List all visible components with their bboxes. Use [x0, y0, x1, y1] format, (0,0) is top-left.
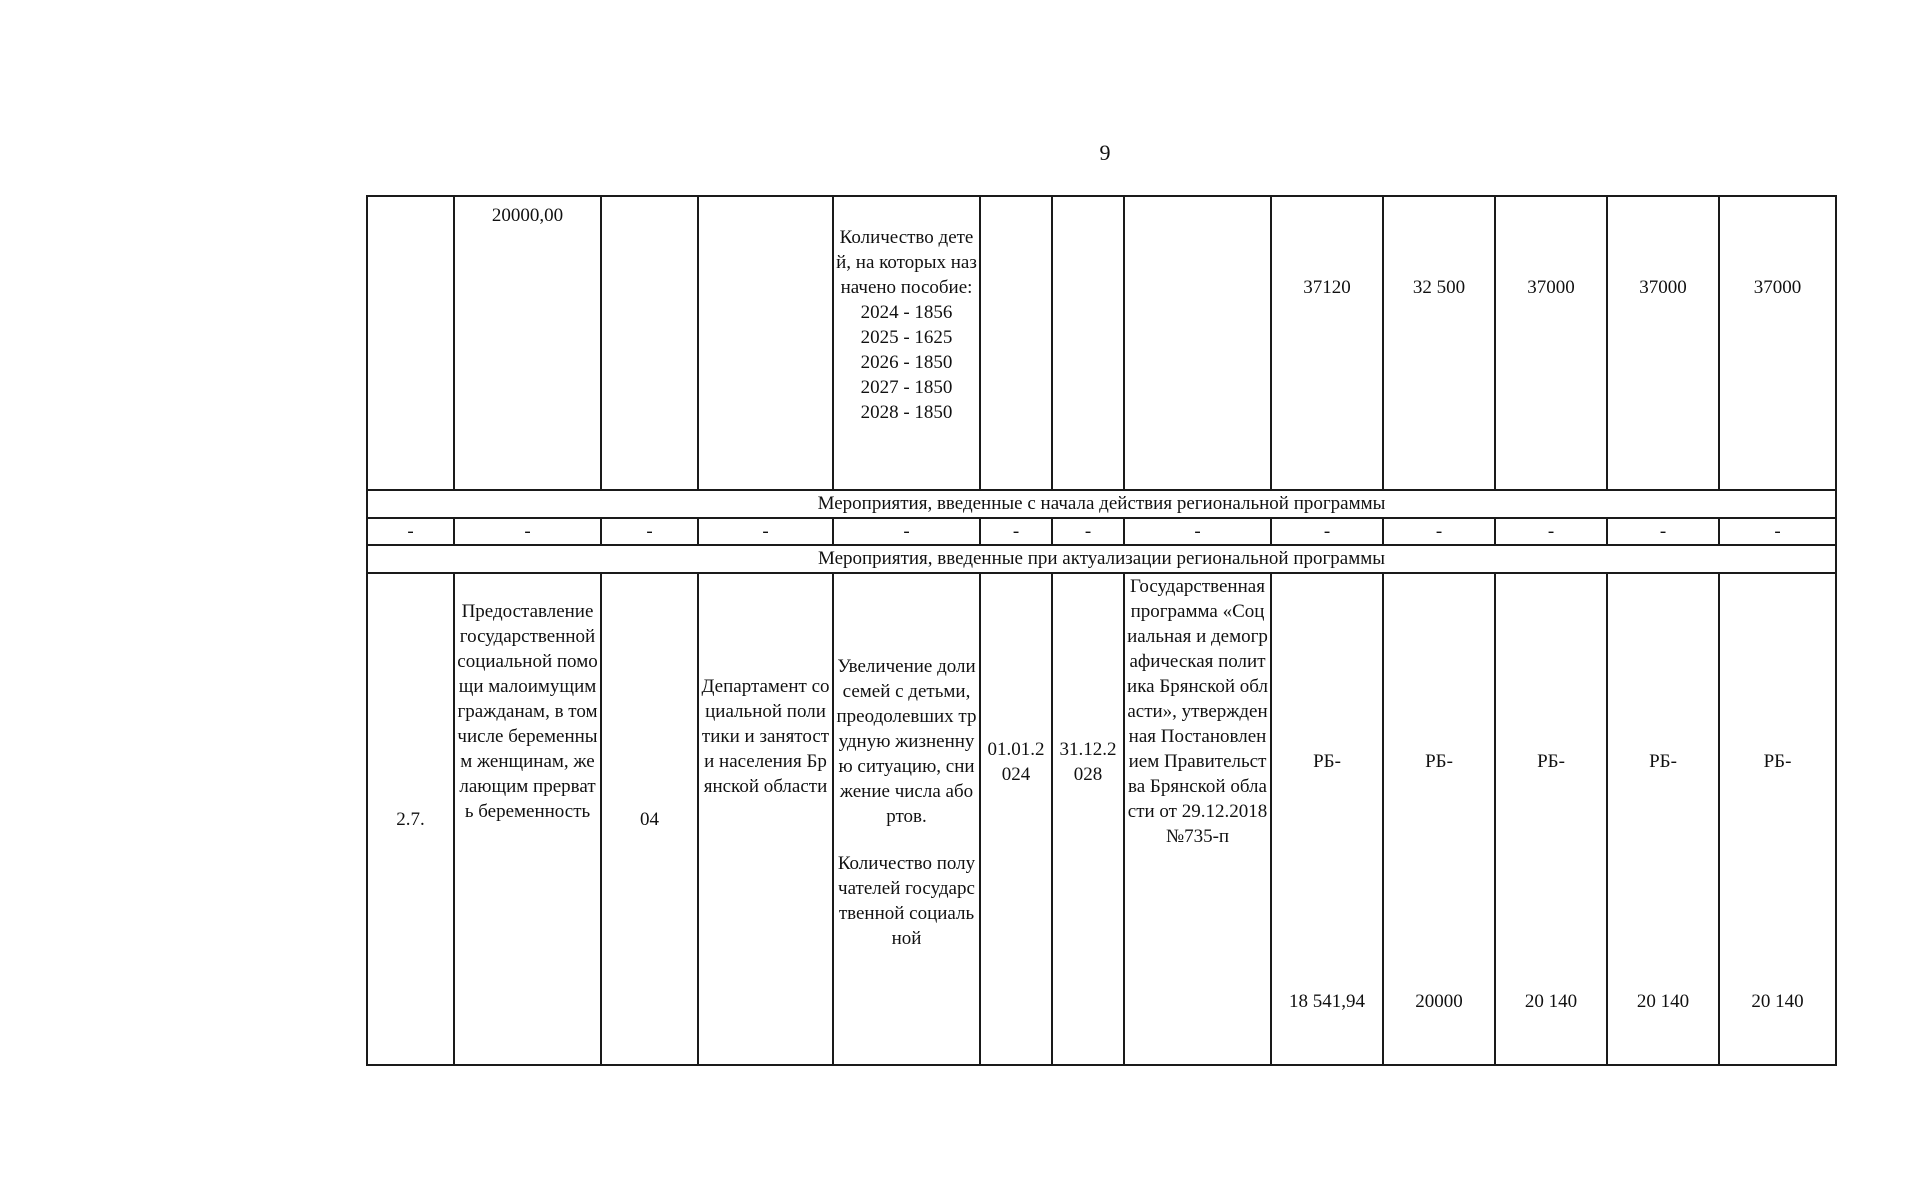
section-title-initial: Мероприятия, введенные с начала действия региональной программы — [367, 490, 1836, 518]
cell-value-5: РБ- 20 140 — [1719, 573, 1836, 1065]
dash-cell: - — [601, 518, 698, 545]
cell-value-1: 37120 — [1271, 196, 1383, 490]
executor-name: Департамент социальной политики и занятости населения Брянской области — [701, 676, 830, 797]
cell-name — [454, 573, 601, 1065]
cell-start — [980, 573, 1052, 1065]
section-title-updated: Мероприятия, введенные при актуализации региональной программы — [367, 545, 1836, 573]
cell-metric — [833, 196, 980, 490]
cell-executor — [698, 573, 833, 1065]
metric-title: Количество детей, на которых назначено пособие: — [836, 227, 977, 298]
cell-code: 04 — [601, 573, 698, 1065]
cell-goal — [833, 573, 980, 1065]
cell-start — [980, 196, 1052, 490]
cell-value-2: 32 500 — [1383, 196, 1495, 490]
program-text: Государственная программа «Социальная и демографическая политика Брянской области», утвержденная Постановлением Правительства Брянской области от 29.12.2018 №735-п — [1127, 576, 1268, 847]
end-date: 31.12.2028 — [1059, 739, 1117, 785]
dash-cell: - — [1607, 518, 1719, 545]
cell-value-3: 37000 — [1495, 196, 1607, 490]
indicator-text: Количество получателей государственной социальной — [837, 853, 976, 949]
metric-year-2025: 2025 - 1625 — [860, 327, 953, 348]
metric-year-2027: 2027 - 1850 — [860, 377, 953, 398]
cell-value-1: РБ- 18 541,94 — [1271, 573, 1383, 1065]
cell-amount: 20000,00 — [454, 196, 601, 490]
cell-value-4: 37000 — [1607, 196, 1719, 490]
section-header-row — [367, 545, 1836, 573]
cell-program — [1124, 196, 1271, 490]
dash-row — [367, 518, 1836, 545]
dash-cell: - — [1052, 518, 1124, 545]
dash-cell: - — [454, 518, 601, 545]
dash-cell: - — [1719, 518, 1836, 545]
page-number: 9 — [1099, 140, 1111, 165]
dash-cell: - — [980, 518, 1052, 545]
cell-value-5: 37000 — [1719, 196, 1836, 490]
program-table — [366, 195, 1837, 1066]
dash-cell: - — [367, 518, 454, 545]
cell-program — [1124, 573, 1271, 1065]
goal-text: Увеличение доли семей с детьми, преодолевших трудную жизненную ситуацию, снижение числа абортов. — [836, 656, 977, 827]
dash-cell: - — [833, 518, 980, 545]
dash-cell: - — [1383, 518, 1495, 545]
section-header-row — [367, 490, 1836, 518]
start-date: 01.01.2024 — [987, 739, 1045, 785]
cell-executor — [698, 196, 833, 490]
cell-code — [601, 196, 698, 490]
cell-value-3: РБ- 20 140 — [1495, 573, 1607, 1065]
cell-end — [1052, 196, 1124, 490]
table-row-2-7 — [367, 573, 1836, 1065]
cell-number — [367, 196, 454, 490]
cell-value-4: РБ- 20 140 — [1607, 573, 1719, 1065]
cell-number: 2.7. — [367, 573, 454, 1065]
metric-year-2028: 2028 - 1850 — [860, 402, 953, 423]
measure-name: Предоставление государственной социальной помощи малоимущим гражданам, в том числе беременным женщинам, желающим прервать беременность — [457, 601, 598, 822]
metric-year-2026: 2026 - 1850 — [860, 352, 953, 373]
table-row-continued — [367, 196, 1836, 490]
dash-cell: - — [1124, 518, 1271, 545]
dash-cell: - — [1495, 518, 1607, 545]
metric-year-2024: 2024 - 1856 — [860, 302, 953, 323]
cell-value-2: РБ- 20000 — [1383, 573, 1495, 1065]
dash-cell: - — [698, 518, 833, 545]
dash-cell: - — [1271, 518, 1383, 545]
cell-end — [1052, 573, 1124, 1065]
